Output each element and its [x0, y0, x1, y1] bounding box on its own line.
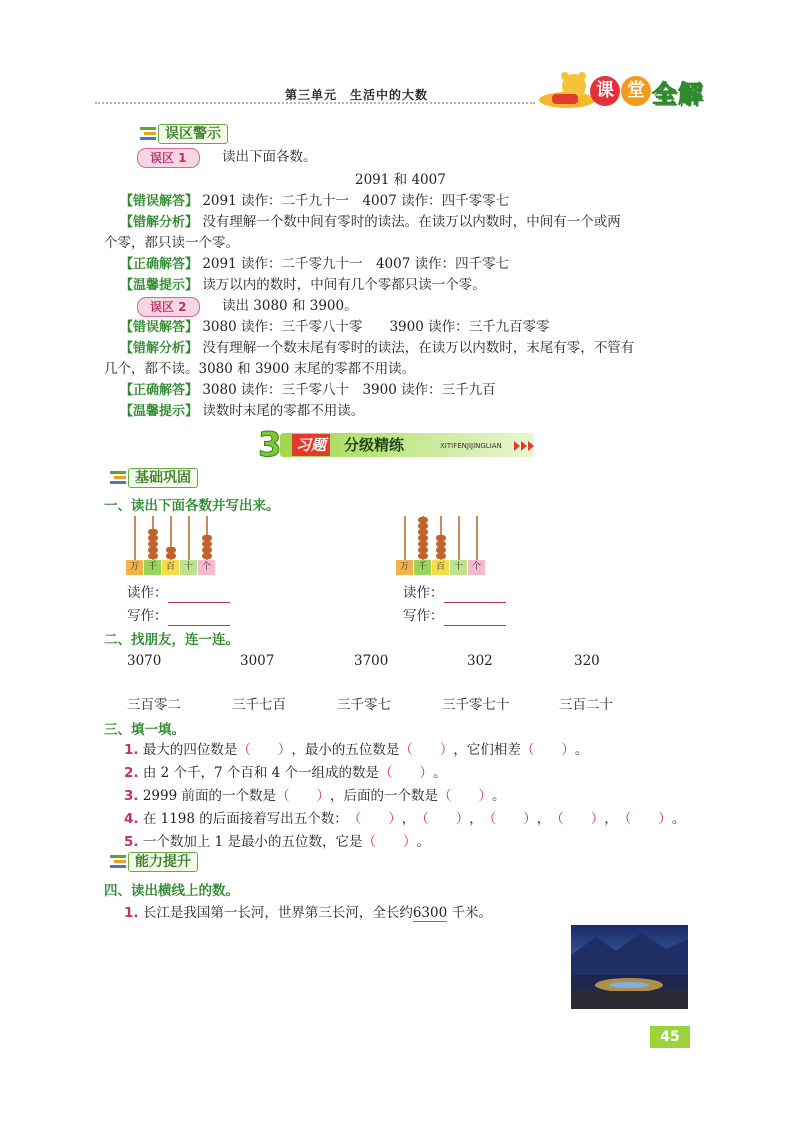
- logo-char-1: 课: [590, 76, 620, 106]
- header-divider: [95, 102, 535, 104]
- stripes-icon: [140, 127, 156, 141]
- abacus-bead: [202, 541, 212, 547]
- answer-blank[interactable]: [168, 586, 230, 603]
- abacus-bead: [418, 529, 428, 535]
- page-number: 45: [650, 1026, 690, 1048]
- abacus-bead: [418, 553, 428, 559]
- abacus-bead: [418, 517, 428, 523]
- answer-blank[interactable]: （ ）: [482, 811, 537, 827]
- abacus-bead: [202, 553, 212, 559]
- question-2-heading: 二、找朋友，连一连。: [104, 632, 239, 648]
- misconception-tag-1: 误区 1: [137, 148, 200, 168]
- abacus-bead: [436, 541, 446, 547]
- match-number[interactable]: 320: [574, 653, 600, 669]
- section-tag-basic: 基础巩固: [110, 468, 220, 488]
- abacus-bead: [202, 547, 212, 553]
- read-item-1: 1. 长江是我国第一长河，世界第三长河，全长约6300 千米。: [124, 905, 492, 921]
- logo-char-2: 堂: [621, 76, 651, 106]
- misconception-1-analysis-cont: 个零，都只读一个零。: [104, 235, 239, 251]
- misconception-1-analysis: 【错解分析】 没有理解一个数中间有零时的读法。在读万以内数时，中间有一个或两: [120, 214, 621, 230]
- answer-blank[interactable]: （ ）: [520, 742, 575, 758]
- abacus-bead: [418, 535, 428, 541]
- abacus-bead: [148, 535, 158, 541]
- abacus-bead: [166, 547, 176, 553]
- section-tag-advanced: 能力提升: [110, 852, 220, 872]
- abacus-rod: [476, 516, 478, 560]
- match-number[interactable]: 3070: [127, 653, 162, 669]
- place-label: 个: [468, 560, 485, 575]
- answer-blank[interactable]: （ ）: [399, 742, 454, 758]
- fill-item-4: 4. 在 1198 的后面接着写出五个数：（ ），（ ），（ ），（ ），（ ）。: [124, 811, 686, 827]
- abacus-2-read: 读作：: [403, 583, 506, 603]
- abacus-bead: [418, 547, 428, 553]
- underlined-number: 6300: [412, 905, 448, 921]
- misconception-1-tip: 【温馨提示】 读万以内的数时，中间有几个零都只读一个零。: [120, 277, 486, 293]
- river-photo: [571, 925, 688, 1009]
- match-word[interactable]: 三千零七: [337, 697, 391, 713]
- place-label: 十: [180, 560, 197, 575]
- abacus-1: [126, 516, 218, 576]
- answer-blank[interactable]: （ ）: [379, 765, 434, 781]
- match-number[interactable]: 302: [467, 653, 493, 669]
- misconception-2-question: 读出 3080 和 3900。: [222, 298, 358, 314]
- match-number[interactable]: 3007: [240, 653, 275, 669]
- abacus-bead: [436, 547, 446, 553]
- misconception-2-analysis-cont: 几个，都不读。3080 和 3900 末尾的零都不用读。: [104, 361, 416, 377]
- stripes-icon: [110, 855, 126, 869]
- answer-blank[interactable]: [444, 586, 506, 603]
- abacus-rod: [134, 516, 136, 560]
- abacus-1-read: 读作：: [127, 583, 230, 603]
- misconception-2-analysis: 【错解分析】 没有理解一个数末尾有零时的读法，在读万以内数时，末尾有零，不管有: [120, 340, 635, 356]
- arrows-icon: [514, 441, 536, 451]
- place-label: 十: [450, 560, 467, 575]
- place-label: 百: [432, 560, 449, 575]
- place-label: 百: [162, 560, 179, 575]
- abacus-bead: [148, 547, 158, 553]
- answer-blank[interactable]: （ ）: [362, 834, 417, 850]
- match-word[interactable]: 三百零二: [127, 697, 181, 713]
- misconception-2-tip: 【温馨提示】 读数时末尾的零都不用读。: [120, 403, 365, 419]
- answer-blank[interactable]: （ ）: [437, 788, 492, 804]
- logo-char-3: 全解: [652, 80, 704, 108]
- abacus-bead: [148, 541, 158, 547]
- abacus-2: [396, 516, 488, 576]
- match-word[interactable]: 三百二十: [559, 697, 613, 713]
- banner-title-1: 习题: [292, 434, 330, 456]
- page-header-title: 第三单元 生活中的大数: [285, 88, 429, 102]
- place-label: 千: [144, 560, 161, 575]
- abacus-2-write: 写作：: [403, 606, 506, 626]
- misconception-tag-2: 误区 2: [137, 297, 200, 317]
- abacus-1-write: 写作：: [127, 606, 230, 626]
- answer-blank[interactable]: [444, 609, 506, 626]
- abacus-bead: [436, 553, 446, 559]
- abacus-bead: [148, 529, 158, 535]
- answer-blank[interactable]: （ ）: [275, 788, 330, 804]
- section-tag-misconception: 误区警示: [140, 124, 250, 144]
- banner-title-2: 分级精练: [344, 436, 405, 454]
- banner-pinyin: XITIFENJIJINGLIAN: [440, 442, 502, 450]
- fill-item-1: 1. 最大的四位数是（ ），最小的五位数是（ ），它们相差（ ）。: [124, 742, 589, 758]
- place-label: 万: [396, 560, 413, 575]
- abacus-rod: [458, 516, 460, 560]
- abacus-bead: [436, 535, 446, 541]
- answer-blank[interactable]: [168, 609, 230, 626]
- misconception-1-question: 读出下面各数。: [222, 149, 317, 165]
- stripes-icon: [110, 471, 126, 485]
- match-word[interactable]: 三千零七十: [442, 697, 510, 713]
- logo: [532, 70, 728, 110]
- place-label: 千: [414, 560, 431, 575]
- answer-blank[interactable]: （ ）: [347, 811, 402, 827]
- exercise-banner: [258, 425, 534, 465]
- abacus-bead: [166, 553, 176, 559]
- place-label: 万: [126, 560, 143, 575]
- question-1-heading: 一、读出下面各数并写出来。: [104, 498, 280, 514]
- place-label: 个: [198, 560, 215, 575]
- misconception-1-numbers: 2091 和 4007: [355, 172, 446, 188]
- match-word[interactable]: 三千七百: [232, 697, 286, 713]
- misconception-1-correct: 【正确解答】 2091 读作：二千零九十一 4007 读作：四千零七: [120, 256, 510, 272]
- abacus-bead: [148, 553, 158, 559]
- banner-number: 3: [258, 425, 282, 465]
- abacus-bead: [418, 523, 428, 529]
- misconception-2-wrong: 【错误解答】 3080 读作：三千零八十零 3900 读作：三千九百零零: [120, 319, 550, 335]
- abacus-rod: [188, 516, 190, 560]
- fill-item-3: 3. 2999 前面的一个数是（ ），后面的一个数是（ ）。: [124, 788, 506, 804]
- fill-item-2: 2. 由 2 个千，7 个百和 4 个一组成的数是（ ）。: [124, 765, 447, 781]
- answer-blank[interactable]: （ ）: [550, 811, 605, 827]
- answer-blank[interactable]: （ ）: [617, 811, 672, 827]
- abacus-rod: [404, 516, 406, 560]
- question-4-heading: 四、读出横线上的数。: [104, 883, 239, 899]
- abacus-bead: [202, 535, 212, 541]
- misconception-1-wrong: 【错误解答】 2091 读作：二千九十一 4007 读作：四千零零七: [120, 193, 510, 209]
- question-3-heading: 三、填一填。: [104, 722, 185, 738]
- answer-blank[interactable]: （ ）: [415, 811, 470, 827]
- misconception-2-correct: 【正确解答】 3080 读作：三千零八十 3900 读作：三千九百: [120, 382, 496, 398]
- match-number[interactable]: 3700: [354, 653, 389, 669]
- answer-blank[interactable]: （ ）: [237, 742, 292, 758]
- fill-item-5: 5. 一个数加上 1 是最小的五位数，它是（ ）。: [124, 834, 430, 850]
- abacus-bead: [418, 541, 428, 547]
